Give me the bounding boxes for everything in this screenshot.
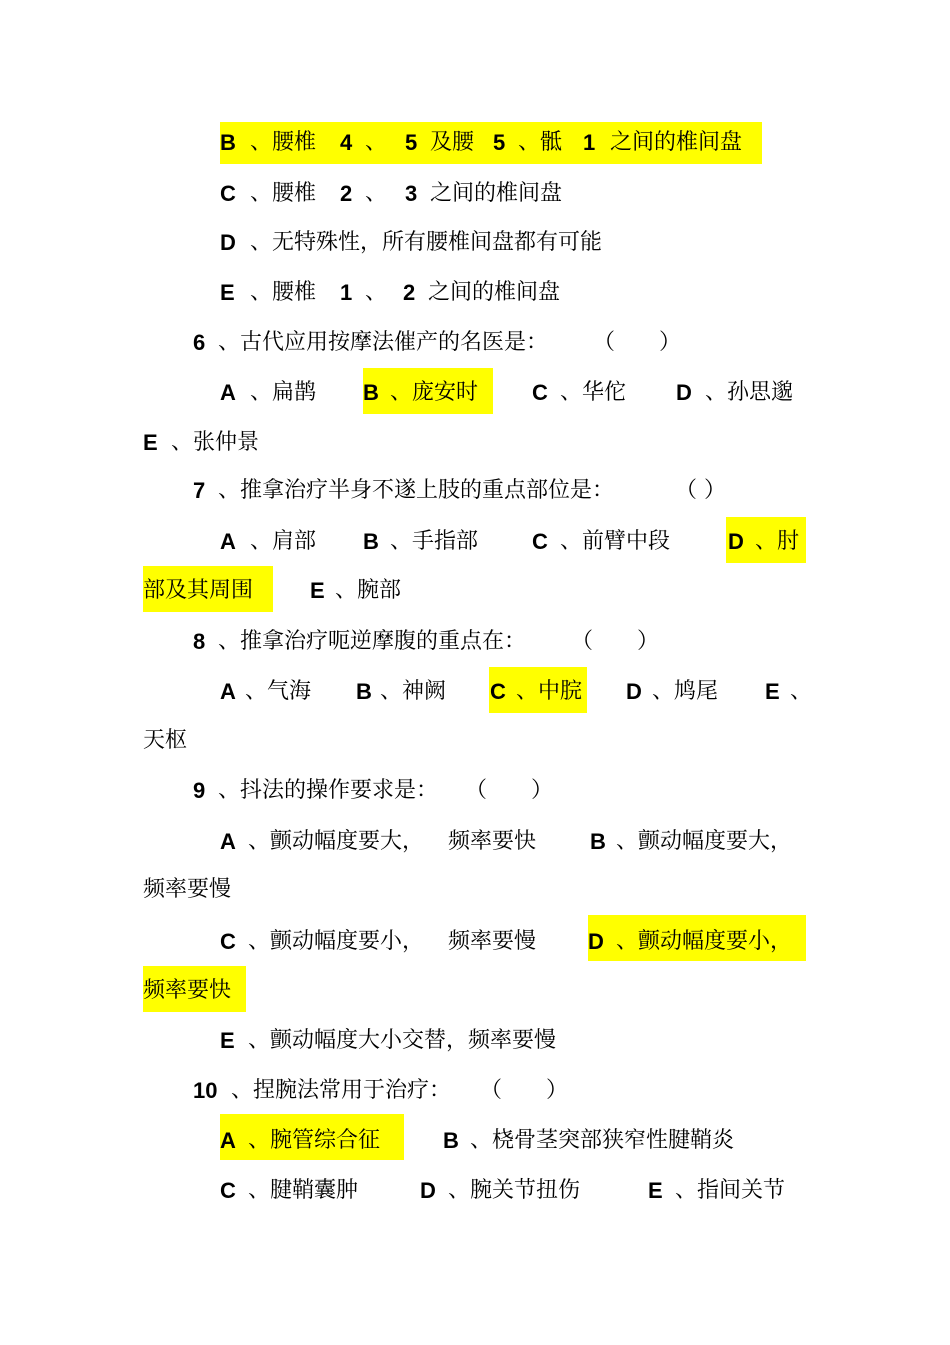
options-9-c-d bbox=[220, 921, 810, 963]
option-text: 频率要慢 bbox=[448, 929, 537, 954]
option-text: 、桡骨茎突部狭窄性腱鞘炎 bbox=[470, 1128, 735, 1153]
option-text: 、颤动幅度要大， bbox=[616, 829, 793, 854]
question-text: 、推拿治疗半身不遂上肢的重点部位是： bbox=[218, 478, 615, 503]
answer-blank: （ ） bbox=[675, 478, 726, 503]
option-text: 之间的椎间盘 bbox=[610, 130, 743, 155]
option-number: 5 bbox=[405, 130, 418, 155]
option-text: 、 bbox=[790, 679, 813, 704]
option-text: 、庞安时 bbox=[390, 380, 479, 405]
question-text: 、抖法的操作要求是： bbox=[218, 778, 439, 803]
option-letter: B bbox=[590, 829, 606, 854]
options-9-wrap-2 bbox=[143, 970, 253, 1012]
option-text: 、指间关节 bbox=[675, 1178, 786, 1203]
options-7-wrap bbox=[143, 570, 443, 612]
option-text: 天枢 bbox=[143, 728, 188, 753]
option-text: 及腰 bbox=[430, 130, 475, 155]
option-text: 、腰椎 bbox=[250, 280, 317, 305]
options-6 bbox=[220, 372, 810, 414]
option-text: 频率要快 bbox=[143, 978, 232, 1003]
option-letter: D bbox=[420, 1178, 436, 1203]
option-letter: A bbox=[220, 829, 236, 854]
option-letter: B bbox=[363, 380, 379, 405]
option-text: 、气海 bbox=[245, 679, 312, 704]
question-text: 、捏腕法常用于治疗： bbox=[231, 1078, 452, 1103]
option-text: 、 bbox=[365, 181, 388, 206]
option-letter: E bbox=[220, 280, 235, 305]
option-letter: D bbox=[588, 929, 604, 954]
option-letter: C bbox=[490, 679, 506, 704]
option-letter: B bbox=[356, 679, 372, 704]
option-letter: C bbox=[220, 181, 236, 206]
options-8 bbox=[220, 671, 813, 713]
option-text: 频率要慢 bbox=[143, 877, 232, 902]
option-text: 、腰椎 bbox=[250, 181, 317, 206]
option-line-5b bbox=[220, 122, 762, 164]
option-text: 、神阙 bbox=[380, 679, 447, 704]
option-number: 2 bbox=[403, 280, 416, 305]
option-letter: D bbox=[728, 529, 744, 554]
option-letter: D bbox=[626, 679, 642, 704]
option-text: 、孙思邈 bbox=[705, 380, 794, 405]
option-text: 、腕关节扭伤 bbox=[448, 1178, 581, 1203]
option-text: 、颤动幅度要小， bbox=[248, 929, 425, 954]
option-letter: B bbox=[220, 130, 236, 155]
option-text: 、肘 bbox=[755, 529, 800, 554]
option-number: 1 bbox=[583, 130, 596, 155]
option-letter: B bbox=[363, 529, 379, 554]
question-text: 、推拿治疗呃逆摩腹的重点在： bbox=[218, 629, 527, 654]
option-text: 、 bbox=[365, 130, 388, 155]
options-7 bbox=[220, 521, 810, 563]
option-text: 、腕管综合征 bbox=[248, 1128, 381, 1153]
option-text: 、肩部 bbox=[250, 529, 317, 554]
option-text: 、华佗 bbox=[560, 380, 627, 405]
option-number: 4 bbox=[340, 130, 353, 155]
answer-blank: （ ） bbox=[465, 778, 554, 803]
option-number: 5 bbox=[493, 130, 506, 155]
answer-blank: （ ） bbox=[480, 1078, 569, 1103]
option-letter: C bbox=[532, 529, 548, 554]
question-number: 10 bbox=[193, 1078, 218, 1103]
question-number: 9 bbox=[193, 778, 206, 803]
option-text: 、手指部 bbox=[390, 529, 479, 554]
question-number: 8 bbox=[193, 629, 206, 654]
option-letter: E bbox=[143, 430, 158, 455]
option-number: 1 bbox=[340, 280, 353, 305]
option-text: 、 bbox=[365, 280, 388, 305]
option-letter: E bbox=[648, 1178, 663, 1203]
option-letter: D bbox=[220, 230, 236, 255]
option-letter: C bbox=[220, 1178, 236, 1203]
option-text: 、鸠尾 bbox=[652, 679, 719, 704]
option-number: 3 bbox=[405, 181, 418, 206]
option-letter: E bbox=[765, 679, 780, 704]
option-text: 、颤动幅度大小交替，频率要慢 bbox=[248, 1028, 557, 1053]
option-letter: A bbox=[220, 529, 236, 554]
option-letter: A bbox=[220, 1128, 236, 1153]
question-number: 7 bbox=[193, 478, 206, 503]
option-letter: A bbox=[220, 380, 236, 405]
option-text: 频率要快 bbox=[448, 829, 537, 854]
option-text: 、腱鞘囊肿 bbox=[248, 1178, 359, 1203]
question-text: 、古代应用按摩法催产的名医是： bbox=[218, 330, 549, 355]
option-letter: C bbox=[532, 380, 548, 405]
option-letter: E bbox=[310, 578, 325, 603]
option-letter: E bbox=[220, 1028, 235, 1053]
option-text: 、前臂中段 bbox=[560, 529, 671, 554]
option-text: 、无特殊性，所有腰椎间盘都有可能 bbox=[250, 230, 603, 255]
option-text: 、颤动幅度要大， bbox=[248, 829, 425, 854]
option-text: 、扁鹊 bbox=[250, 380, 317, 405]
option-text: 之间的椎间盘 bbox=[428, 280, 561, 305]
option-letter: A bbox=[220, 679, 236, 704]
answer-blank: （ ） bbox=[571, 629, 660, 654]
option-text: 、颤动幅度要小， bbox=[616, 929, 793, 954]
option-letter: D bbox=[676, 380, 692, 405]
option-text: 、骶 bbox=[518, 130, 563, 155]
answer-blank: （ ） bbox=[593, 330, 682, 355]
question-number: 6 bbox=[193, 330, 206, 355]
option-text: 、腰椎 bbox=[250, 130, 317, 155]
option-number: 2 bbox=[340, 181, 353, 206]
option-text: 部及其周围 bbox=[143, 578, 254, 603]
option-letter: B bbox=[443, 1128, 459, 1153]
option-letter: C bbox=[220, 929, 236, 954]
option-text: 之间的椎间盘 bbox=[430, 181, 563, 206]
option-text: 、中脘 bbox=[516, 679, 583, 704]
option-text: 、腕部 bbox=[335, 578, 402, 603]
option-text: 、张仲景 bbox=[171, 430, 260, 455]
options-10-a-b bbox=[220, 1120, 780, 1162]
